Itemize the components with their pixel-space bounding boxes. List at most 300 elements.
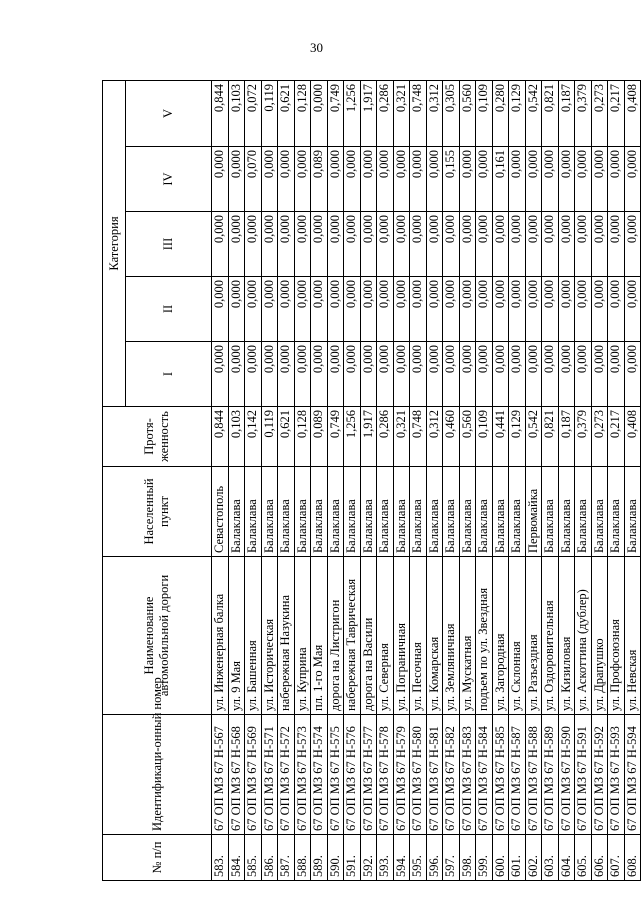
row-cat-4: 0,000 bbox=[327, 147, 344, 212]
row-cat-4: 0,000 bbox=[575, 147, 592, 212]
row-cat-1: 0,000 bbox=[591, 342, 608, 407]
row-cat-3: 0,000 bbox=[212, 212, 229, 277]
row-id: 67 ОП МЗ 67 Н-576 bbox=[344, 715, 361, 835]
row-road-name: ул. Разъездная bbox=[525, 557, 542, 715]
page-number: 30 bbox=[310, 40, 323, 55]
row-settlement: Балаклава bbox=[443, 467, 460, 557]
row-road-name: ул. Аскоттина (дублер) bbox=[575, 557, 592, 715]
header-cat-5: V bbox=[126, 81, 212, 147]
row-cat-5: 0,187 bbox=[558, 81, 575, 147]
row-length: 0,621 bbox=[278, 407, 295, 467]
row-cat-3: 0,000 bbox=[426, 212, 443, 277]
row-cat-2: 0,000 bbox=[261, 277, 278, 342]
row-settlement: Балаклава bbox=[558, 467, 575, 557]
row-settlement: Балаклава bbox=[509, 467, 526, 557]
row-cat-4: 0,000 bbox=[624, 147, 641, 212]
row-cat-1: 0,000 bbox=[344, 342, 361, 407]
row-road-name: дорога на Васили bbox=[360, 557, 377, 715]
table-row bbox=[212, 81, 229, 881]
row-cat-1: 0,000 bbox=[525, 342, 542, 407]
row-cat-5: 0,000 bbox=[311, 81, 328, 147]
row-cat-3: 0,000 bbox=[245, 212, 262, 277]
row-cat-2: 0,000 bbox=[624, 277, 641, 342]
row-cat-5: 1,917 bbox=[360, 81, 377, 147]
row-cat-5: 0,280 bbox=[492, 81, 509, 147]
table-row bbox=[558, 81, 575, 881]
row-cat-2: 0,000 bbox=[426, 277, 443, 342]
row-length: 0,379 bbox=[575, 407, 592, 467]
row-cat-2: 0,000 bbox=[327, 277, 344, 342]
row-cat-1: 0,000 bbox=[558, 342, 575, 407]
row-cat-5: 0,821 bbox=[542, 81, 559, 147]
row-number: 590. bbox=[327, 835, 344, 881]
row-road-name: ул. Историческая bbox=[261, 557, 278, 715]
row-cat-1: 0,000 bbox=[327, 342, 344, 407]
row-cat-5: 0,560 bbox=[459, 81, 476, 147]
row-cat-1: 0,000 bbox=[311, 342, 328, 407]
row-number: 605. bbox=[575, 835, 592, 881]
row-cat-3: 0,000 bbox=[410, 212, 427, 277]
row-id: 67 ОП МЗ 67 Н-588 bbox=[525, 715, 542, 835]
row-id: 67 ОП МЗ 67 Н-577 bbox=[360, 715, 377, 835]
row-settlement: Балаклава bbox=[591, 467, 608, 557]
row-number: 607. bbox=[608, 835, 625, 881]
row-cat-1: 0,000 bbox=[624, 342, 641, 407]
row-cat-5: 0,286 bbox=[377, 81, 394, 147]
row-settlement: Балаклава bbox=[228, 467, 245, 557]
row-cat-5: 0,312 bbox=[426, 81, 443, 147]
row-cat-3: 0,000 bbox=[459, 212, 476, 277]
row-id: 67 ОП МЗ 67 Н-579 bbox=[393, 715, 410, 835]
row-cat-3: 0,000 bbox=[360, 212, 377, 277]
row-cat-5: 0,748 bbox=[410, 81, 427, 147]
row-id: 67 ОП МЗ 67 Н-592 bbox=[591, 715, 608, 835]
row-settlement: Балаклава bbox=[476, 467, 493, 557]
row-road-name: ул. Драпушко bbox=[591, 557, 608, 715]
row-road-name: ул. Комарская bbox=[426, 557, 443, 715]
row-id: 67 ОП МЗ 67 Н-572 bbox=[278, 715, 295, 835]
row-settlement: Балаклава bbox=[344, 467, 361, 557]
table-row bbox=[459, 81, 476, 881]
row-settlement: Балаклава bbox=[575, 467, 592, 557]
row-length: 0,273 bbox=[591, 407, 608, 467]
row-length: 0,560 bbox=[459, 407, 476, 467]
row-cat-4: 0,000 bbox=[591, 147, 608, 212]
row-settlement: Балаклава bbox=[294, 467, 311, 557]
row-length: 0,460 bbox=[443, 407, 460, 467]
row-road-name: ул. Куприна bbox=[294, 557, 311, 715]
row-length: 0,129 bbox=[509, 407, 526, 467]
row-cat-4: 0,000 bbox=[278, 147, 295, 212]
row-settlement: Балаклава bbox=[245, 467, 262, 557]
row-length: 0,286 bbox=[377, 407, 394, 467]
header-cat-4: IV bbox=[126, 147, 212, 212]
row-cat-2: 0,000 bbox=[558, 277, 575, 342]
row-road-name: набережная Назукина bbox=[278, 557, 295, 715]
row-number: 593. bbox=[377, 835, 394, 881]
row-cat-3: 0,000 bbox=[492, 212, 509, 277]
row-cat-5: 0,542 bbox=[525, 81, 542, 147]
row-cat-4: 0,000 bbox=[542, 147, 559, 212]
row-number: 601. bbox=[509, 835, 526, 881]
row-number: 589. bbox=[311, 835, 328, 881]
row-cat-3: 0,000 bbox=[476, 212, 493, 277]
table-row bbox=[294, 81, 311, 881]
row-cat-3: 0,000 bbox=[228, 212, 245, 277]
row-cat-2: 0,000 bbox=[608, 277, 625, 342]
row-number: 584. bbox=[228, 835, 245, 881]
row-cat-2: 0,000 bbox=[575, 277, 592, 342]
table-row bbox=[608, 81, 625, 881]
row-number: 600. bbox=[492, 835, 509, 881]
row-id: 67 ОП МЗ 67 Н-574 bbox=[311, 715, 328, 835]
row-number: 586. bbox=[261, 835, 278, 881]
road-table-container bbox=[102, 81, 639, 881]
row-road-name: ул. Северная bbox=[377, 557, 394, 715]
row-cat-1: 0,000 bbox=[377, 342, 394, 407]
row-cat-4: 0,000 bbox=[344, 147, 361, 212]
header-cat-3: III bbox=[126, 212, 212, 277]
row-length: 0,187 bbox=[558, 407, 575, 467]
row-cat-2: 0,000 bbox=[311, 277, 328, 342]
row-cat-2: 0,000 bbox=[360, 277, 377, 342]
row-id: 67 ОП МЗ 67 Н-582 bbox=[443, 715, 460, 835]
row-settlement: Балаклава bbox=[393, 467, 410, 557]
row-cat-1: 0,000 bbox=[294, 342, 311, 407]
row-cat-4: 0,000 bbox=[360, 147, 377, 212]
row-cat-2: 0,000 bbox=[278, 277, 295, 342]
row-cat-4: 0,000 bbox=[426, 147, 443, 212]
row-cat-2: 0,000 bbox=[212, 277, 229, 342]
row-cat-5: 0,305 bbox=[443, 81, 460, 147]
row-cat-4: 0,000 bbox=[558, 147, 575, 212]
row-cat-2: 0,000 bbox=[476, 277, 493, 342]
row-cat-1: 0,000 bbox=[542, 342, 559, 407]
row-road-name: дорога на Листригон bbox=[327, 557, 344, 715]
table-row bbox=[360, 81, 377, 881]
row-cat-2: 0,000 bbox=[591, 277, 608, 342]
row-road-name: набережная Таврическая bbox=[344, 557, 361, 715]
row-settlement: Балаклава bbox=[360, 467, 377, 557]
row-number: 606. bbox=[591, 835, 608, 881]
row-settlement: Балаклава bbox=[492, 467, 509, 557]
header-category: Категория bbox=[103, 81, 126, 407]
table-row bbox=[575, 81, 592, 881]
row-cat-4: 0,155 bbox=[443, 147, 460, 212]
row-cat-2: 0,000 bbox=[542, 277, 559, 342]
row-cat-2: 0,000 bbox=[245, 277, 262, 342]
row-length: 0,217 bbox=[608, 407, 625, 467]
row-road-name: ул. Загородная bbox=[492, 557, 509, 715]
row-number: 583. bbox=[212, 835, 229, 881]
table-row bbox=[228, 81, 245, 881]
table-row bbox=[344, 81, 361, 881]
row-cat-3: 0,000 bbox=[261, 212, 278, 277]
row-id: 67 ОП МЗ 67 Н-591 bbox=[575, 715, 592, 835]
row-cat-1: 0,000 bbox=[509, 342, 526, 407]
row-cat-1: 0,000 bbox=[212, 342, 229, 407]
row-cat-4: 0,000 bbox=[228, 147, 245, 212]
row-length: 0,749 bbox=[327, 407, 344, 467]
row-settlement: Балаклава bbox=[327, 467, 344, 557]
row-road-name: ул. Склонная bbox=[509, 557, 526, 715]
row-cat-4: 0,000 bbox=[476, 147, 493, 212]
row-cat-1: 0,000 bbox=[426, 342, 443, 407]
row-number: 598. bbox=[459, 835, 476, 881]
row-cat-2: 0,000 bbox=[393, 277, 410, 342]
row-cat-2: 0,000 bbox=[344, 277, 361, 342]
row-cat-1: 0,000 bbox=[393, 342, 410, 407]
row-length: 0,542 bbox=[525, 407, 542, 467]
row-number: 594. bbox=[393, 835, 410, 881]
row-length: 0,441 bbox=[492, 407, 509, 467]
row-road-name: ул. 9 Мая bbox=[228, 557, 245, 715]
row-cat-2: 0,000 bbox=[443, 277, 460, 342]
table-row bbox=[261, 81, 278, 881]
row-settlement: Балаклава bbox=[542, 467, 559, 557]
row-id: 67 ОП МЗ 67 Н-585 bbox=[492, 715, 509, 835]
row-length: 0,312 bbox=[426, 407, 443, 467]
row-id: 67 ОП МЗ 67 Н-593 bbox=[608, 715, 625, 835]
row-cat-4: 0,000 bbox=[410, 147, 427, 212]
row-number: 603. bbox=[542, 835, 559, 881]
row-cat-1: 0,000 bbox=[443, 342, 460, 407]
row-settlement: Балаклава bbox=[608, 467, 625, 557]
row-cat-4: 0,000 bbox=[459, 147, 476, 212]
row-cat-2: 0,000 bbox=[410, 277, 427, 342]
table-row bbox=[509, 81, 526, 881]
row-cat-3: 0,000 bbox=[311, 212, 328, 277]
row-id: 67 ОП МЗ 67 Н-578 bbox=[377, 715, 394, 835]
row-cat-5: 0,321 bbox=[393, 81, 410, 147]
table-row bbox=[492, 81, 509, 881]
row-number: 608. bbox=[624, 835, 641, 881]
row-cat-5: 0,379 bbox=[575, 81, 592, 147]
row-length: 0,103 bbox=[228, 407, 245, 467]
row-id: 67 ОП МЗ 67 Н-581 bbox=[426, 715, 443, 835]
row-cat-3: 0,000 bbox=[608, 212, 625, 277]
row-id: 67 ОП МЗ 67 Н-567 bbox=[212, 715, 229, 835]
row-cat-3: 0,000 bbox=[294, 212, 311, 277]
row-settlement: Балаклава bbox=[426, 467, 443, 557]
row-road-name: ул. Инженерная балка bbox=[212, 557, 229, 715]
header-length: Протя-женность bbox=[103, 407, 212, 467]
row-id: 67 ОП МЗ 67 Н-584 bbox=[476, 715, 493, 835]
row-cat-1: 0,000 bbox=[245, 342, 262, 407]
row-cat-3: 0,000 bbox=[525, 212, 542, 277]
row-number: 596. bbox=[426, 835, 443, 881]
row-number: 602. bbox=[525, 835, 542, 881]
row-cat-5: 0,072 bbox=[245, 81, 262, 147]
row-cat-3: 0,000 bbox=[393, 212, 410, 277]
row-number: 604. bbox=[558, 835, 575, 881]
row-cat-4: 0,161 bbox=[492, 147, 509, 212]
table-row bbox=[393, 81, 410, 881]
table-row bbox=[327, 81, 344, 881]
row-road-name: ул. Земляничная bbox=[443, 557, 460, 715]
row-settlement: Балаклава bbox=[459, 467, 476, 557]
row-cat-4: 0,000 bbox=[294, 147, 311, 212]
row-length: 0,128 bbox=[294, 407, 311, 467]
row-cat-1: 0,000 bbox=[278, 342, 295, 407]
row-cat-2: 0,000 bbox=[525, 277, 542, 342]
row-cat-2: 0,000 bbox=[459, 277, 476, 342]
row-cat-1: 0,000 bbox=[360, 342, 377, 407]
row-road-name: ул. Профсоюзная bbox=[608, 557, 625, 715]
row-cat-3: 0,000 bbox=[377, 212, 394, 277]
table-row bbox=[591, 81, 608, 881]
row-id: 67 ОП МЗ 67 Н-571 bbox=[261, 715, 278, 835]
row-cat-2: 0,000 bbox=[294, 277, 311, 342]
row-cat-3: 0,000 bbox=[344, 212, 361, 277]
row-cat-2: 0,000 bbox=[509, 277, 526, 342]
row-cat-5: 0,217 bbox=[608, 81, 625, 147]
row-number: 597. bbox=[443, 835, 460, 881]
row-cat-4: 0,000 bbox=[608, 147, 625, 212]
row-number: 585. bbox=[245, 835, 262, 881]
row-road-name: подъем по ул. Звездная bbox=[476, 557, 493, 715]
row-number: 599. bbox=[476, 835, 493, 881]
row-length: 0,321 bbox=[393, 407, 410, 467]
table-row bbox=[476, 81, 493, 881]
row-length: 0,821 bbox=[542, 407, 559, 467]
row-cat-4: 0,000 bbox=[525, 147, 542, 212]
row-settlement: Первомайка bbox=[525, 467, 542, 557]
row-road-name: ул. Невская bbox=[624, 557, 641, 715]
row-id: 67 ОП МЗ 67 Н-575 bbox=[327, 715, 344, 835]
table-row bbox=[278, 81, 295, 881]
row-cat-3: 0,000 bbox=[624, 212, 641, 277]
row-id: 67 ОП МЗ 67 Н-580 bbox=[410, 715, 427, 835]
row-number: 588. bbox=[294, 835, 311, 881]
row-cat-1: 0,000 bbox=[261, 342, 278, 407]
row-cat-5: 0,408 bbox=[624, 81, 641, 147]
row-length: 0,408 bbox=[624, 407, 641, 467]
row-id: 67 ОП МЗ 67 Н-594 bbox=[624, 715, 641, 835]
row-id: 67 ОП МЗ 67 Н-573 bbox=[294, 715, 311, 835]
row-cat-5: 0,273 bbox=[591, 81, 608, 147]
table-row bbox=[443, 81, 460, 881]
row-road-name: ул. Пограничная bbox=[393, 557, 410, 715]
row-number: 591. bbox=[344, 835, 361, 881]
row-cat-5: 0,129 bbox=[509, 81, 526, 147]
row-length: 0,142 bbox=[245, 407, 262, 467]
row-cat-1: 0,000 bbox=[476, 342, 493, 407]
row-road-name: ул. Кизиловая bbox=[558, 557, 575, 715]
header-cat-2: II bbox=[126, 277, 212, 342]
row-id: 67 ОП МЗ 67 Н-568 bbox=[228, 715, 245, 835]
table-row bbox=[410, 81, 427, 881]
row-length: 0,109 bbox=[476, 407, 493, 467]
row-id: 67 ОП МЗ 67 Н-569 bbox=[245, 715, 262, 835]
row-settlement: Балаклава bbox=[278, 467, 295, 557]
row-id: 67 ОП МЗ 67 Н-590 bbox=[558, 715, 575, 835]
row-road-name: ул. Башенная bbox=[245, 557, 262, 715]
row-cat-3: 0,000 bbox=[591, 212, 608, 277]
row-cat-3: 0,000 bbox=[558, 212, 575, 277]
row-road-name: пл. 1-го Мая bbox=[311, 557, 328, 715]
row-cat-4: 0,000 bbox=[393, 147, 410, 212]
row-number: 587. bbox=[278, 835, 295, 881]
header-num: № п/п bbox=[103, 835, 212, 881]
header-name: Наименование автомобильной дороги bbox=[103, 557, 212, 715]
row-id: 67 ОП МЗ 67 Н-583 bbox=[459, 715, 476, 835]
row-cat-3: 0,000 bbox=[327, 212, 344, 277]
table-row bbox=[245, 81, 262, 881]
row-road-name: ул. Мускатная bbox=[459, 557, 476, 715]
row-id: 67 ОП МЗ 67 Н-589 bbox=[542, 715, 559, 835]
row-cat-1: 0,000 bbox=[492, 342, 509, 407]
row-settlement: Балаклава bbox=[624, 467, 641, 557]
row-settlement: Балаклава bbox=[261, 467, 278, 557]
row-length: 0,089 bbox=[311, 407, 328, 467]
table-row bbox=[624, 81, 641, 881]
row-cat-4: 0,089 bbox=[311, 147, 328, 212]
row-cat-1: 0,000 bbox=[228, 342, 245, 407]
row-cat-5: 0,621 bbox=[278, 81, 295, 147]
row-cat-5: 0,109 bbox=[476, 81, 493, 147]
row-id: 67 ОП МЗ 67 Н-587 bbox=[509, 715, 526, 835]
row-settlement: Севастополь bbox=[212, 467, 229, 557]
row-road-name: ул. Оздоровительная bbox=[542, 557, 559, 715]
row-cat-1: 0,000 bbox=[608, 342, 625, 407]
row-length: 0,748 bbox=[410, 407, 427, 467]
road-table bbox=[102, 80, 641, 881]
row-cat-1: 0,000 bbox=[410, 342, 427, 407]
row-cat-3: 0,000 bbox=[509, 212, 526, 277]
row-cat-5: 0,103 bbox=[228, 81, 245, 147]
row-number: 592. bbox=[360, 835, 377, 881]
table-row bbox=[311, 81, 328, 881]
row-cat-1: 0,000 bbox=[575, 342, 592, 407]
header-settlement: Населенный пункт bbox=[103, 467, 212, 557]
row-cat-5: 0,119 bbox=[261, 81, 278, 147]
row-road-name: ул. Песочная bbox=[410, 557, 427, 715]
row-cat-4: 0,000 bbox=[212, 147, 229, 212]
row-length: 1,256 bbox=[344, 407, 361, 467]
row-settlement: Балаклава bbox=[377, 467, 394, 557]
row-cat-5: 0,128 bbox=[294, 81, 311, 147]
row-cat-2: 0,000 bbox=[228, 277, 245, 342]
row-cat-1: 0,000 bbox=[459, 342, 476, 407]
row-cat-5: 0,844 bbox=[212, 81, 229, 147]
table-row bbox=[377, 81, 394, 881]
row-length: 0,844 bbox=[212, 407, 229, 467]
table-row bbox=[426, 81, 443, 881]
row-cat-3: 0,000 bbox=[443, 212, 460, 277]
table-row bbox=[542, 81, 559, 881]
table-body bbox=[212, 81, 641, 881]
table-row bbox=[525, 81, 542, 881]
row-cat-3: 0,000 bbox=[575, 212, 592, 277]
row-settlement: Балаклава bbox=[410, 467, 427, 557]
row-number: 595. bbox=[410, 835, 427, 881]
row-cat-5: 0,749 bbox=[327, 81, 344, 147]
row-settlement: Балаклава bbox=[311, 467, 328, 557]
header-id: Идентификаци-онный номер bbox=[103, 715, 212, 835]
row-cat-2: 0,000 bbox=[492, 277, 509, 342]
row-cat-4: 0,000 bbox=[261, 147, 278, 212]
row-cat-4: 0,000 bbox=[377, 147, 394, 212]
row-cat-3: 0,000 bbox=[542, 212, 559, 277]
row-cat-4: 0,000 bbox=[509, 147, 526, 212]
row-cat-5: 1,256 bbox=[344, 81, 361, 147]
row-cat-2: 0,000 bbox=[377, 277, 394, 342]
header-cat-1: I bbox=[126, 342, 212, 407]
row-cat-4: 0,070 bbox=[245, 147, 262, 212]
row-length: 0,119 bbox=[261, 407, 278, 467]
row-cat-3: 0,000 bbox=[278, 212, 295, 277]
